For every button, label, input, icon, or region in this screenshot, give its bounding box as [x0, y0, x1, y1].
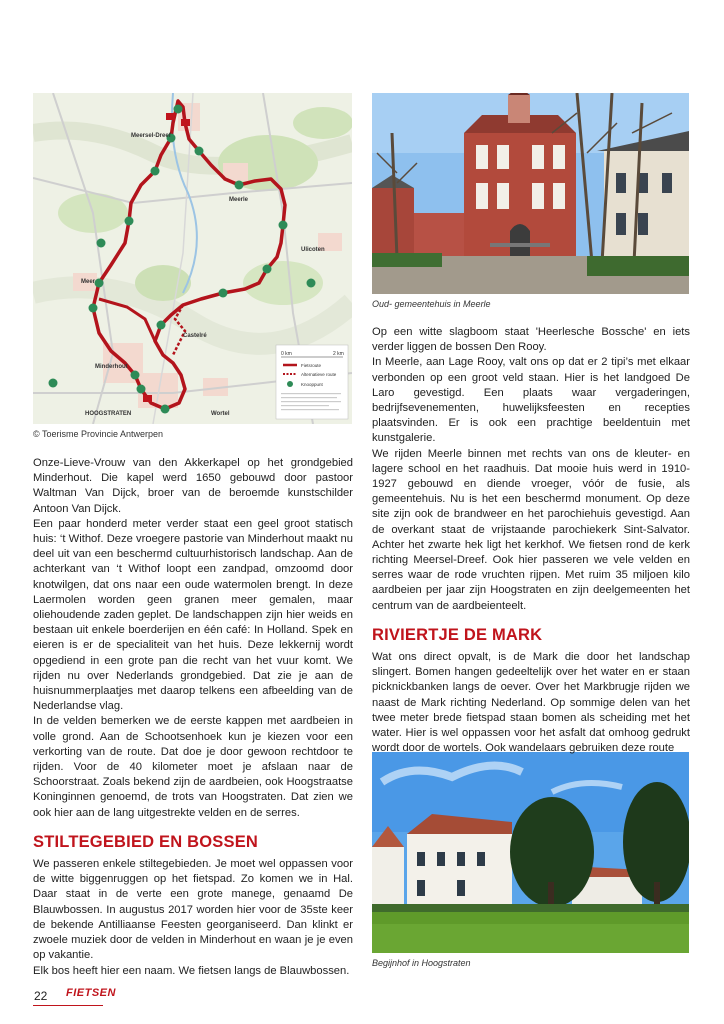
map-legend-node: Knooppunt [301, 382, 323, 387]
right-column [372, 325, 690, 756]
begijnhof-photo [372, 752, 689, 953]
map-place-castelre: Castelré [183, 333, 207, 339]
section-heading-rivier: RIVIERTJE DE MARK [372, 625, 543, 644]
map-drawing [33, 93, 352, 424]
bottom-photo-caption: Begijnhof in Hoogstraten [372, 958, 471, 968]
map-place-meersel-dreef: Meersel-Dreef [131, 133, 171, 139]
map-place-meerle: Meerle [229, 197, 249, 203]
right-paragraph: In Meerle, aan Lage Rooy, valt ons op dat er 2 tipi’s met elkaar verbonden op een groot veld staan. Hier is het landgoed De Laro gevestigd. Een plaats waar vergaderingen, bedrijfsevenementen, huwelijksfeesten en recepties plaatsvinden. Er is ook een prachtige beeldentuin met kunstgalerie. [372, 356, 690, 445]
left-column [33, 456, 353, 979]
left-paragraph: Elk bos heeft hier een naam. We fietsen langs de Blauwbossen. [33, 964, 350, 977]
map-credit: © Toerisme Provincie Antwerpen [33, 429, 164, 439]
map-scale-start: 0 km [281, 351, 292, 357]
right-paragraph: Op een witte slagboom staat 'Heerlesche Bossche' en iets verder liggen de bossen Den Rooy. [372, 326, 690, 354]
map-place-meer: Meer [81, 279, 96, 285]
town-hall-photo [372, 93, 689, 294]
map-legend-alternative: Alternatieve route [301, 372, 337, 377]
left-paragraph: Een paar honderd meter verder staat een geel groot statisch huis: ‘t Withof. Deze vroegere pastorie van Minderhout maakt nu deel uit van een beschermd cultuurhistorisch landschap. Aan de achterkant van ‘t Withof loopt een zandpad, omzoomd door knotwilgen, dat ons naar een oude watermolen brengt. In deze Laermolen worden geen granen meer gemalen, maar oliehoudende zaden geplet. De landschappen zijn hier weids en bestaan uit enkele boerderijen en één café: In Holland. Spek en eieren is er de specialiteit van het huis. Deze lekkernij wordt opgediend in een grote pan die recht van het vuur komt. We rijden nu over Nederlands grondgebied. Dat zie je aan de huisnummerplaatjes met daarop telkens een afbeelding van de Nederlandse vlag. [33, 517, 353, 713]
right-paragraph: Wat ons direct opvalt, is de Mark die door het landschap slingert. Bomen hangen gedeeltelijk over het water en er staan picknickbanken langs de oever. Over het Markbrugje rijden we naast de Mark richting Nederland. Op sommige delen van het twee meter brede fietspad staan bomen als scheiding met het water. Hier is wel oppassen voor het asfalt dat omhoog gedrukt wordt door de wortels. Ook wandelaars gebruiken deze route [372, 651, 690, 755]
footer-divider [33, 1005, 103, 1006]
magazine-logo: FIETSEN [66, 987, 116, 999]
map-place-minderhout: Minderhout [95, 364, 128, 370]
map-place-wortel: Wortel [211, 411, 230, 417]
map-place-hoogstraten: HOOGSTRATEN [85, 411, 132, 417]
page-number: 22 [34, 989, 48, 1003]
map-place-ulicoten: Ulicoten [301, 247, 325, 253]
route-map [33, 93, 352, 424]
map-scale-end: 2 km [333, 351, 344, 357]
left-paragraph: In de velden bemerken we de eerste kappen met aardbeien in volle grond. Aan de Schootsenhoek kun je kiezen voor een verkorting van de route. Dat doe je door gewoon rechtdoor te rijden. Voor de 40 kilometer moet je afslaan naar de Schoorstraat. Zoals bekend zijn de aardbeien, ook Hoogstraatse Koninginnen genoemd, de trots van Hoogstraten. Dat zien we ook hier aan de lang uitgestrekte velden en de serres. [33, 715, 353, 819]
left-paragraph: We passeren enkele stiltegebieden. Je moet wel oppassen voor de witte biggenruggen op het fietspad. Zo komen we in Hal. Daar staat in de verte een grote manege, genaamd De Blauwbossen. In augustus 2017 worden hier voor de 35ste keer de bekende Antilliaanse Feesten georganiseerd. Dan klinkt er zwoele muziek door de velden in Minderhout en waan je je even op vakantie. [33, 858, 353, 962]
section-heading-stiltegebied: STILTEGEBIED EN BOSSEN [33, 832, 259, 851]
map-legend [276, 345, 348, 419]
top-photo-caption: Oud- gemeentehuis in Meerle [372, 299, 491, 309]
map-legend-route: Fietsroute [301, 363, 322, 368]
right-paragraph: We rijden Meerle binnen met rechts van ons de kleuter- en lagere school en het raadhuis. Dat mooie huis werd in 1910-1927 gebouwd en diende vroeger, vóór de fusie, als gemeentehuis. Nu is het een beschermd monument. Op deze site zijn ook de brandweer en het parochiehuis gevestigd. Aan de overkant staat de vrijstaande parochiekerk Sint-Salvator. Achter het zwarte hek ligt het kerkhof. We fietsen rond de kerk richting Meersel-Dreef. Ook hier passeren we vele velden en serres waar de rode vruchten rijpen. Met ruim 35 miljoen kilo aardbeien per jaar zijn Hoogstraten en zijn deelgemeenten het centrum van de aardbeienteelt. [372, 447, 690, 612]
left-paragraph: Onze-Lieve-Vrouw van den Akkerkapel op het grondgebied Minderhout. Die kapel werd 1650 gebouwd door pastoor Waltman Van Dijck, broer van de beroemde kunstschilder Antoon Van Dijck. [33, 457, 353, 515]
